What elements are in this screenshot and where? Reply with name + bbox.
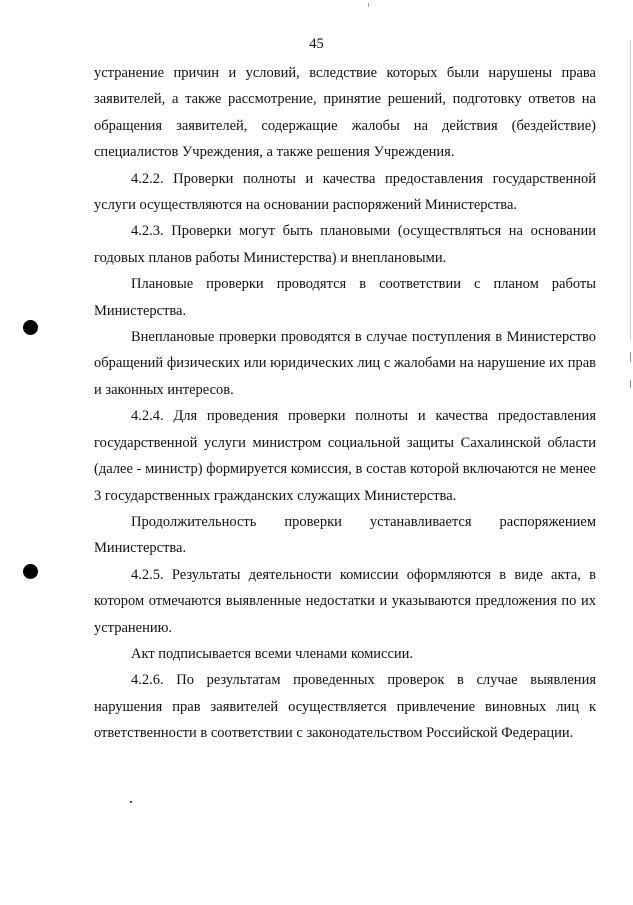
punch-hole-mark [23, 320, 38, 335]
paragraph-4-2-6: 4.2.6. По результатам проведенных проверок в случае выявления нарушения прав заявителей осуществляется привлечение виновных лиц к ответственности в соответствии с законодательством Российской Федерации. [94, 672, 596, 742]
scan-edge-mark [630, 352, 631, 362]
page-number: 45 [309, 36, 324, 52]
paragraph-continuation: устранение причин и условий, вследствие которых были нарушены права заявителей, а также рассмотрение, принятие решений, подготовку ответов на обращения заявителей, содержащие жалобы на действия (бездействие) специалистов Учреждения, а также решения Учреждения. [94, 65, 596, 161]
paragraph-4-2-3: 4.2.3. Проверки могут быть плановыми (осуществляться на основании годовых планов работы Министерства) и внеплановыми. [94, 223, 596, 266]
paragraph-act-signing: Акт подписывается всеми членами комиссии. [131, 645, 414, 662]
paragraph-planned-checks: Плановые проверки проводятся в соответствии с планом работы Министерства. [94, 276, 596, 319]
scan-speck [368, 3, 369, 7]
paragraph-4-2-5: 4.2.5. Результаты деятельности комиссии оформляются в виде акта, в котором отмечаются выявленные недостатки и указываются предложения по их устранению. [94, 566, 596, 636]
paragraph-check-duration: Продолжительность проверки устанавливается распоряжением Министерства. [94, 513, 596, 557]
scan-speck [130, 801, 132, 803]
paragraph-4-2-4: 4.2.4. Для проведения проверки полноты и качества предоставления государственной услуги министром социальной защиты Сахалинской области (далее - министр) формируется комиссия, в состав которой включаются не менее 3 государственных гражданских служащих Министерства. [94, 408, 596, 504]
punch-hole-mark [23, 564, 38, 579]
scan-edge-mark [630, 40, 631, 340]
paragraph-4-2-2: 4.2.2. Проверки полноты и качества предоставления государственной услуги осуществляются на основании распоряжений Министерства. [94, 170, 596, 214]
paragraph-unplanned-checks: Внеплановые проверки проводятся в случае поступления в Министерство обращений физических или юридических лиц с жалобами на нарушение их прав и законных интересов. [94, 329, 596, 398]
scan-edge-mark [630, 380, 631, 388]
document-body [94, 60, 596, 747]
